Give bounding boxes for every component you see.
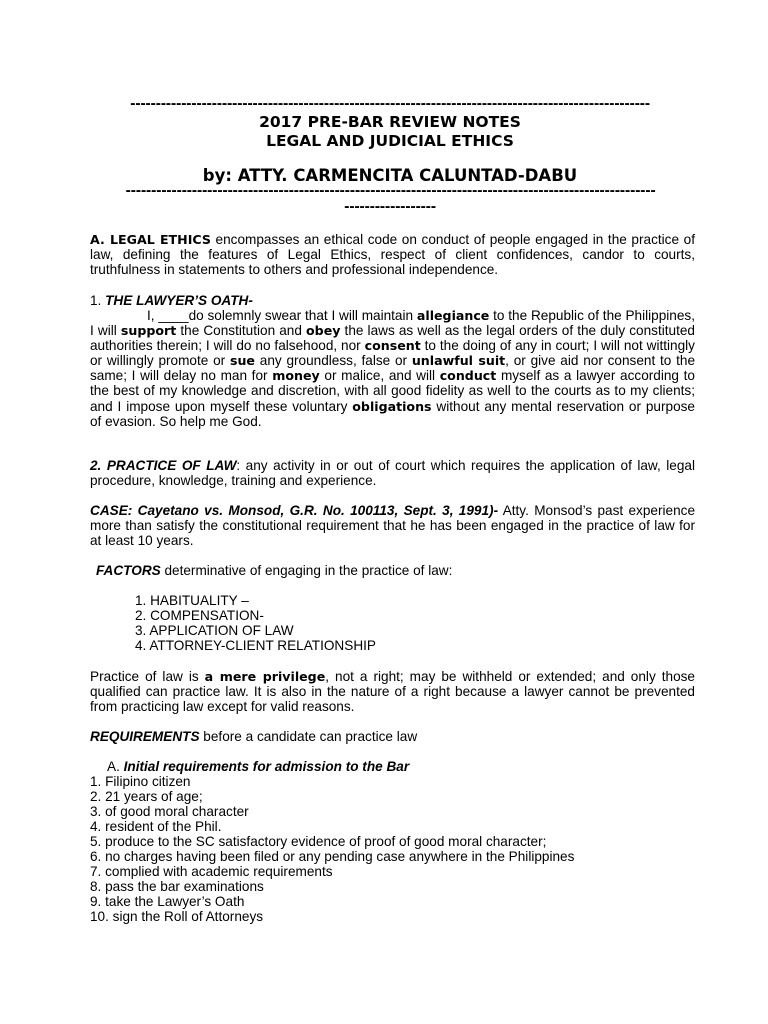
- factors-label: FACTORS: [96, 563, 161, 578]
- oath-text: any groundless, false or: [254, 353, 412, 369]
- oath-keyword: consent: [364, 338, 421, 354]
- requirement-item: 4. resident of the Phil.: [90, 819, 222, 834]
- oath-text: to the doing of any in court; I will not wittingly or willingly promote or: [90, 338, 695, 369]
- oath-title: THE LAWYER’S OATH-: [105, 293, 253, 308]
- legal-ethics-text: encompasses an ethical code on conduct of people engaged in the practice of law, defining the features of Legal Ethics, respect of client confidences, candor to courts, truthfulness in statements to others and professional independence.: [90, 232, 695, 278]
- requirement-item: 3. of good moral character: [90, 804, 249, 819]
- privilege-paragraph: [90, 669, 695, 714]
- case-citation: : Cayetano vs. Monsod, G.R. No. 100113, Sept. 3, 1991)-: [127, 503, 499, 518]
- divider-mid-2: ------------------: [344, 200, 436, 215]
- requirement-item: 10. sign the Roll of Attorneys: [90, 909, 264, 924]
- oath-keyword: money: [272, 368, 320, 384]
- oath-text: , or give aid nor consent to the same; I will delay no man for: [90, 353, 696, 384]
- practice-of-law-label: 2. PRACTICE OF LAW: [90, 458, 237, 473]
- case-paragraph: [90, 503, 695, 548]
- divider-top: ------------------------------------------------------------------------------------------------------: [130, 97, 650, 112]
- oath-keyword: sue: [229, 353, 255, 369]
- title-line-2: LEGAL AND JUDICIAL ETHICS: [266, 132, 514, 150]
- factor-item: 4. ATTORNEY-CLIENT RELATIONSHIP: [135, 638, 376, 653]
- case-label: CASE: [90, 503, 128, 518]
- requirements-text: before a candidate can practice law: [199, 729, 418, 744]
- privilege-text: , not a right; may be withheld or extended; and only those qualified can practice law. It is also in the nature of a right because a lawyer cannot be prevented from practicing law except for valid reasons.: [90, 669, 695, 715]
- oath-text: to the Republic of the Philippines, I will: [90, 308, 695, 339]
- requirement-item: 2. 21 years of age;: [90, 789, 203, 804]
- oath-keyword: obey: [306, 323, 341, 339]
- subheading-prefix: A.: [107, 759, 124, 774]
- legal-ethics-paragraph: [90, 232, 695, 277]
- oath-keyword: allegiance: [416, 308, 490, 323]
- oath-text: the Constitution and: [176, 323, 307, 339]
- factors-text: determinative of engaging in the practice of law:: [160, 563, 453, 578]
- factors-paragraph: [96, 563, 452, 578]
- case-text: Atty. Monsod’s past experience more than satisfy the constitutional requirement that he has been engaged in the practice of law for at least 10 years.: [90, 503, 696, 549]
- divider-mid-1: --------------------------------------------------------------------------------------------------------: [125, 184, 656, 199]
- factor-item: 2. COMPENSATION-: [135, 608, 264, 623]
- oath-keyword: obligations: [352, 398, 432, 414]
- oath-text: the laws as well as the legal orders of the duly constituted authorities therein; I will do no falsehood, nor: [90, 323, 695, 354]
- privilege-keyword: a mere privilege: [204, 669, 326, 684]
- author-byline: by: ATTY. CARMENCITA CALUNTAD-DABU: [202, 166, 578, 185]
- factor-item: 1. HABITUALITY –: [135, 593, 249, 608]
- requirement-item: 8. pass the bar examinations: [90, 879, 264, 894]
- oath-keyword: unlawful suit: [411, 353, 506, 369]
- legal-ethics-label: A. LEGAL ETHICS: [90, 232, 211, 247]
- title-line-1: 2017 PRE-BAR REVIEW NOTES: [259, 113, 521, 131]
- requirements-heading: [90, 729, 417, 744]
- requirement-item: 6. no charges having been filed or any pending case anywhere in the Philippines: [90, 849, 575, 864]
- requirements-subheading: [107, 759, 409, 774]
- factor-item: 3. APPLICATION OF LAW: [135, 623, 294, 638]
- oath-text: or malice, and will: [319, 368, 440, 384]
- oath-heading: [90, 293, 695, 308]
- requirement-item: 9. take the Lawyer’s Oath: [90, 894, 245, 909]
- requirement-item: 5. produce to the SC satisfactory evidence of proof of good moral character;: [90, 834, 547, 849]
- practice-of-law-paragraph: [90, 458, 695, 488]
- oath-text: I, ____do solemnly swear that I will maintain: [147, 308, 417, 323]
- requirements-label: REQUIREMENTS: [90, 729, 200, 744]
- practice-of-law-text: : any activity in or out of court which requires the application of law, legal procedure, knowledge, training and experience.: [90, 458, 695, 489]
- subheading-title: Initial requirements for admission to the Bar: [123, 759, 410, 774]
- oath-text: myself as a lawyer according to the best of my knowledge and discretion, with all good fidelity as well to the courts as to my clients; and I impose upon myself these voluntary: [90, 368, 695, 414]
- oath-paragraph: [90, 308, 695, 429]
- oath-number: 1.: [90, 293, 106, 308]
- oath-keyword: conduct: [439, 368, 497, 384]
- oath-text: without any mental reservation or purpose of evasion. So help me God.: [90, 398, 695, 429]
- privilege-text: Practice of law is: [90, 669, 205, 684]
- oath-keyword: support: [120, 323, 177, 339]
- requirement-item: 7. complied with academic requirements: [90, 864, 333, 879]
- requirement-item: 1. Filipino citizen: [90, 774, 191, 789]
